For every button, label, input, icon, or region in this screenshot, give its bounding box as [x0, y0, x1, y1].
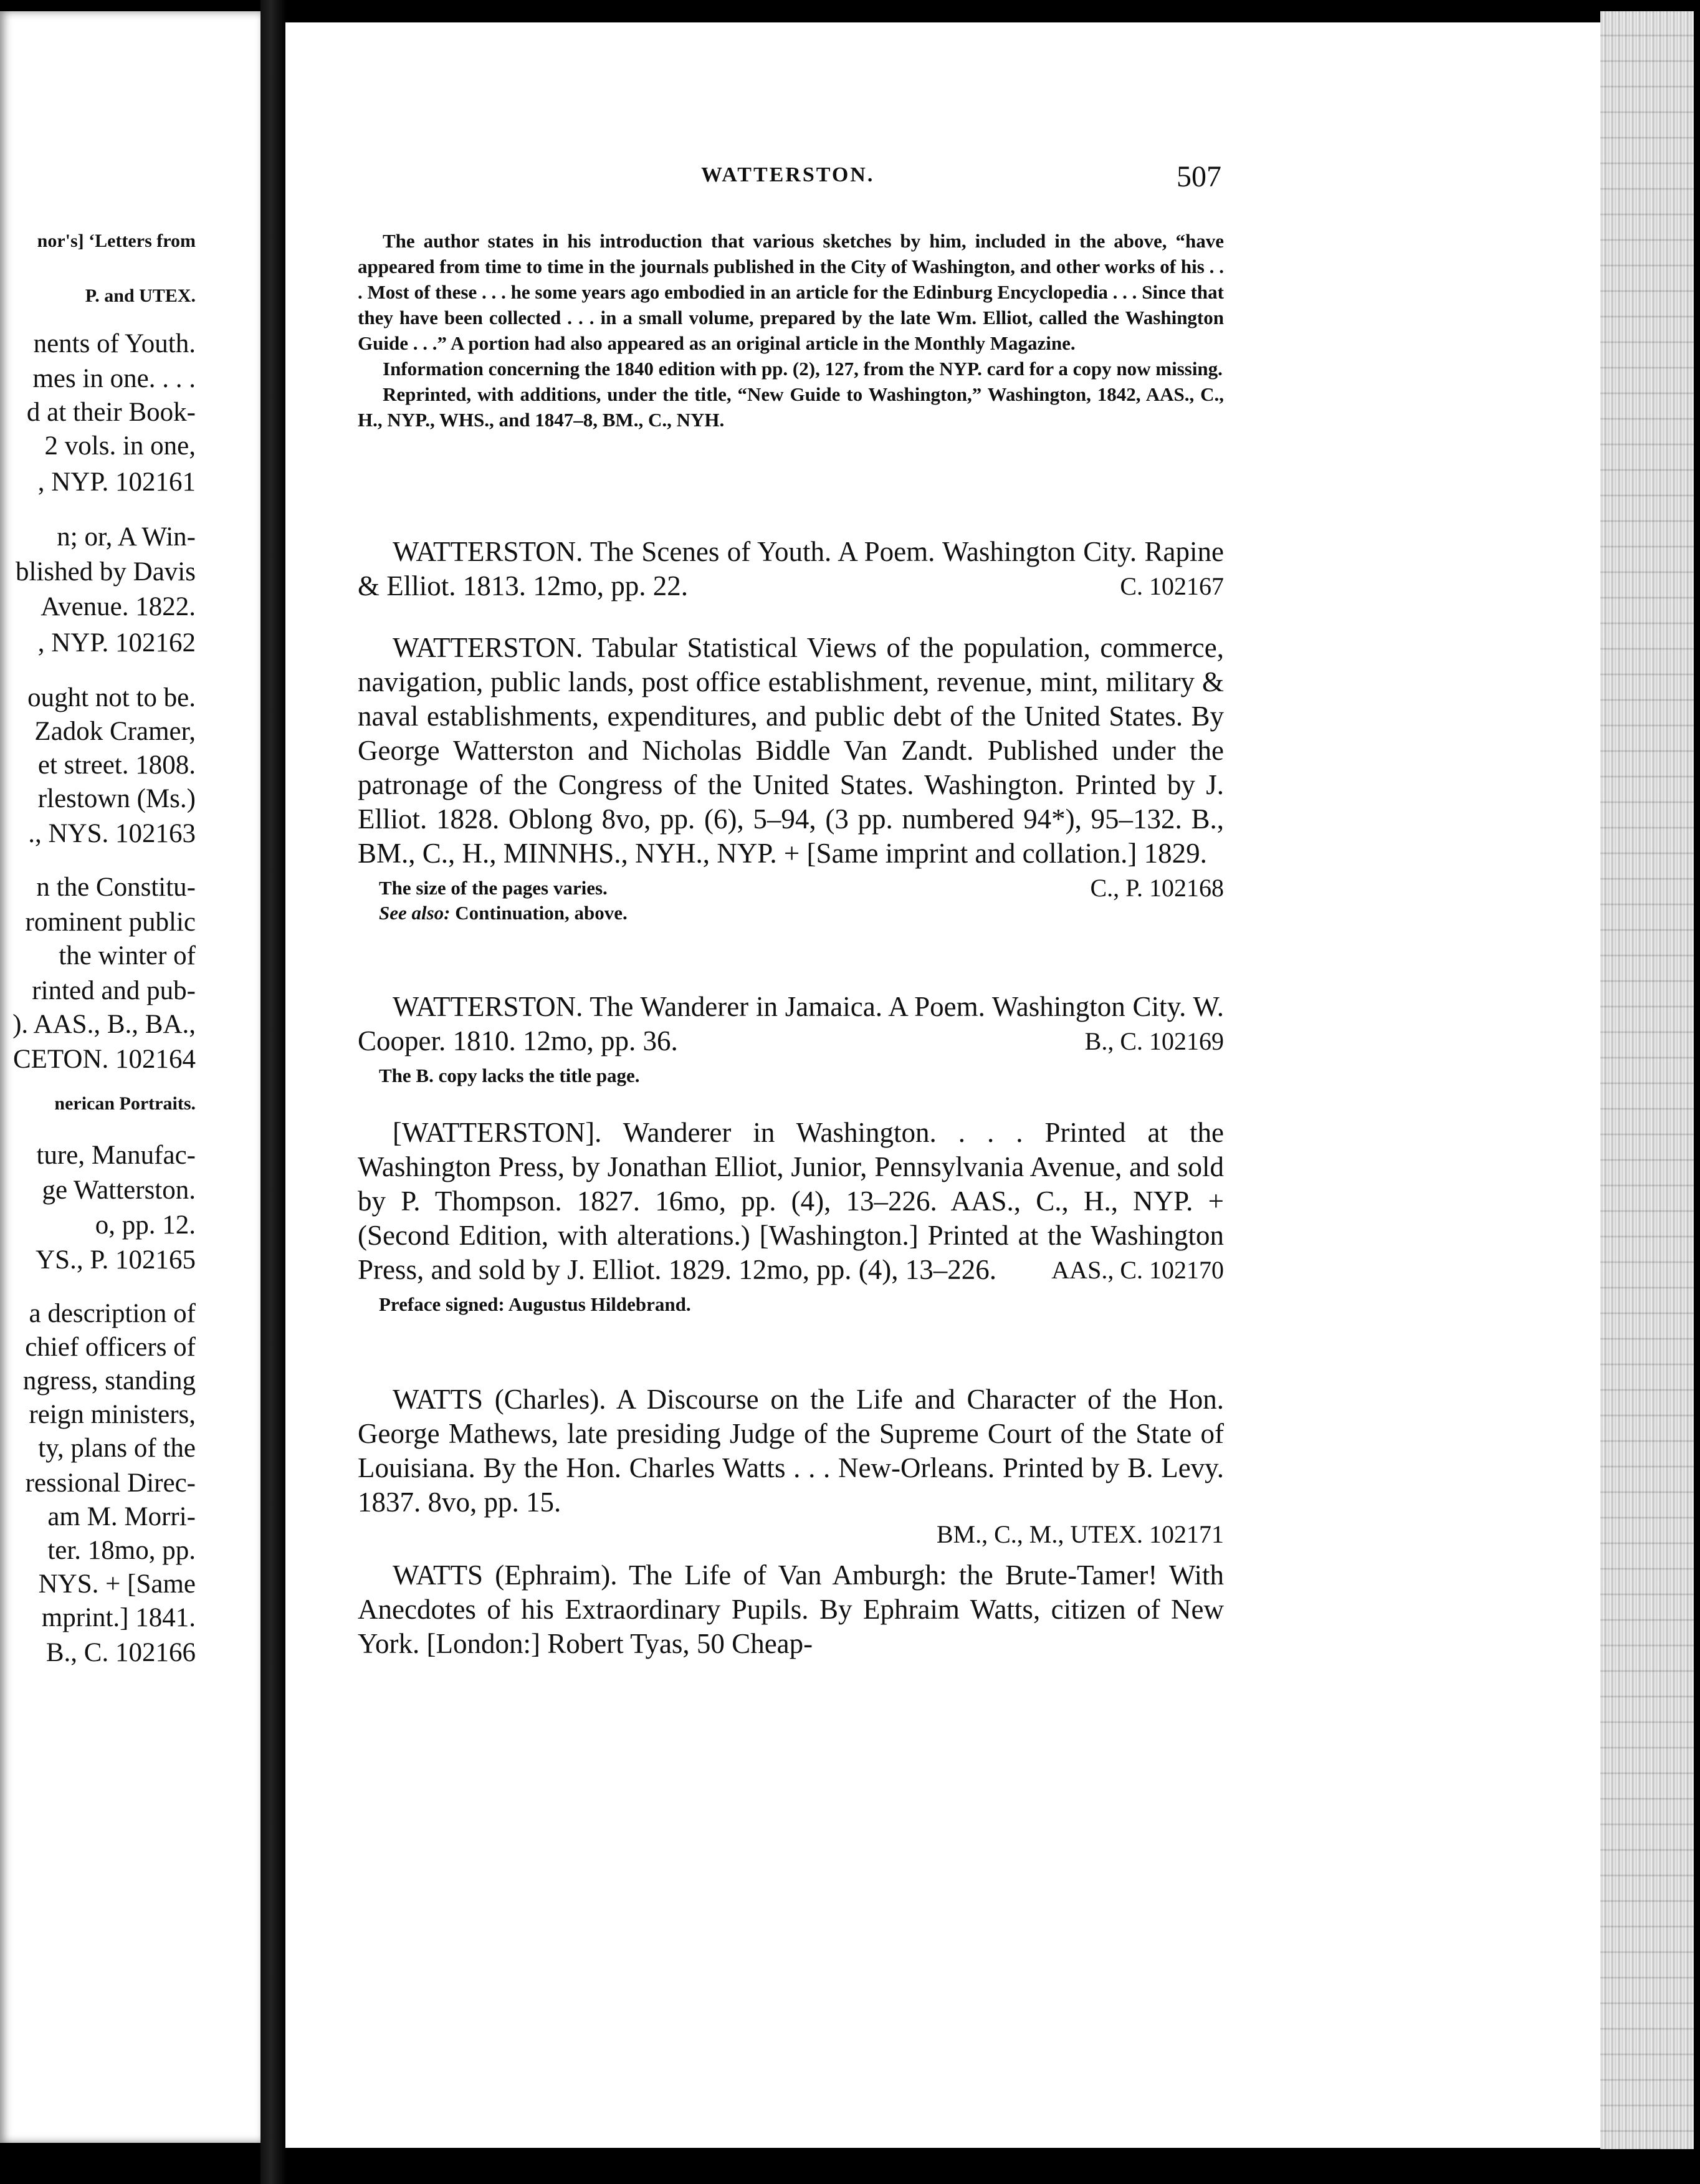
left-page-line: Zadok Cramer, — [34, 717, 196, 746]
left-page-line: ter. 18mo, pp. — [47, 1536, 196, 1565]
entry-note — [379, 876, 1224, 901]
call-number: BM., C., M., UTEX. 102171 — [936, 1520, 1224, 1548]
left-page-line: rlestown (Ms.) — [37, 784, 196, 813]
bibliography-entry — [358, 1558, 1224, 1661]
bibliography-entry — [358, 1382, 1224, 1549]
left-page-line: CETON. 102164 — [12, 1045, 196, 1074]
left-page-line: mes in one. . . . — [32, 364, 196, 393]
left-page-line: NYS. + [Same — [38, 1569, 196, 1599]
intro-note: The author states in his introduction that various sketches by him, included in the above, “have appeared from time to time in the journals published in the City of Washington, and other works of his . . . Most of these . . . he some years ago embodied in an article for the Edinburg Encyclopedia . . . Since that they have been collected . . . in a small volume, prepared by the late Wm. Elliot, called the Washington Guide . . .” A portion had also appeared as an original article in the Monthly Magazine. — [358, 230, 1224, 354]
left-page-line: P. and UTEX. — [85, 285, 196, 306]
call-number: C., P. 102168 — [1090, 874, 1224, 902]
previous-page — [0, 11, 260, 2143]
left-page-line: d at their Book- — [26, 398, 196, 427]
left-page-line: the winter of — [59, 941, 196, 970]
intro-note: Information concerning the 1840 edition with pp. (2), 127, from the NYP. card for a copy now missing. — [383, 358, 1223, 380]
call-number: C. 102167 — [1120, 572, 1224, 600]
running-head: WATTERSTON. — [701, 163, 875, 186]
left-page-line: nerican Portraits. — [54, 1093, 196, 1114]
entry-text: WATTERSTON. The Wanderer in Jamaica. A Poem. Washington City. W. Cooper. 1810. 12mo, pp. 36. — [358, 991, 1224, 1056]
left-page-line: ture, Manufac- — [36, 1141, 196, 1170]
page-stack-edge — [1600, 11, 1694, 2149]
left-page-line: mprint.] 1841. — [41, 1603, 196, 1632]
left-page-line: B., C. 102166 — [45, 1638, 196, 1667]
page-number: 507 — [1177, 160, 1221, 193]
left-page-line: ngress, standing — [22, 1366, 196, 1396]
note-text: The size of the pages varies. — [379, 877, 608, 899]
call-number: AAS., C. 102170 — [1051, 1256, 1224, 1284]
left-page-line: ., NYS. 102163 — [28, 819, 196, 848]
left-page-line: rinted and pub- — [32, 976, 196, 1005]
entry-note — [379, 901, 1224, 926]
left-page-line: nor's] ‘Letters from — [37, 231, 196, 251]
left-page-line: reign ministers, — [29, 1400, 196, 1429]
note-lead: See also: — [379, 902, 451, 924]
bibliography-entry — [358, 990, 1224, 1088]
entry-text: WATTERSTON. The Scenes of Youth. A Poem. Washington City. Rapine & Elliot. 1813. 12mo, pp. 22. — [358, 536, 1224, 601]
note-text: Continuation, above. — [450, 902, 628, 924]
note-text: The B. copy lacks the title page. — [379, 1065, 640, 1086]
left-page-line: Avenue. 1822. — [41, 592, 196, 621]
left-page-line: , NYP. 102161 — [37, 467, 196, 497]
entry-note — [379, 1292, 1224, 1317]
left-page-line: ought not to be. — [27, 683, 196, 712]
left-page-line: n; or, A Win- — [57, 522, 196, 552]
left-page-line: et street. 1808. — [37, 750, 196, 780]
left-page-line: a description of — [29, 1299, 196, 1328]
left-page-line: ressional Direc- — [25, 1468, 196, 1498]
left-page-line: ty, plans of the — [38, 1434, 196, 1463]
book-gutter — [260, 0, 287, 2184]
left-page-line: ). AAS., B., BA., — [12, 1010, 196, 1039]
left-page-line: blished by Davis — [15, 557, 196, 587]
intro-note: Reprinted, with additions, under the title, “New Guide to Washington,” Washington, 1842, AAS., C., H., NYP., WHS., and 1847–8, BM., C., NYH. — [358, 383, 1224, 431]
left-page-line: n the Constitu- — [36, 873, 196, 902]
note-text: Preface signed: Augustus Hildebrand. — [379, 1293, 691, 1315]
call-number: B., C. 102169 — [1084, 1027, 1224, 1055]
entry-text: [WATTERSTON]. Wanderer in Washington. . . . Printed at the Washington Press, by Jonathan Elliot, Junior, Pennsylvania Avenue, and sold by P. Thompson. 1827. 16mo, pp. (4), 13–226. AAS., C., H., NYP. + (Second Edition, with alterations.) [Washington.] Printed at the Washington Press, and sold by J. Elliot. 1829. 12mo, pp. (4), 13–226. — [358, 1117, 1224, 1285]
left-page-line: nents of Youth. — [33, 329, 196, 358]
bibliography-entry — [358, 631, 1224, 926]
entry-text: WATTS (Ephraim). The Life of Van Amburgh: the Brute-Tamer! With Anecdotes of his Extraordinary Pupils. By Ephraim Watts, citizen of New York. [London:] Robert Tyas, 50 Cheap- — [358, 1559, 1224, 1659]
left-page-line: , NYP. 102162 — [37, 628, 196, 658]
left-page-line: ge Watterston. — [42, 1176, 196, 1205]
left-page-line: YS., P. 102165 — [36, 1245, 196, 1275]
intro-notes — [358, 228, 1224, 433]
left-page-line: o, pp. 12. — [95, 1210, 196, 1240]
left-page-line: chief officers of — [25, 1333, 196, 1362]
entry-note — [379, 1063, 1224, 1088]
left-page-line: rominent public — [25, 908, 196, 937]
bibliography-entry — [358, 1116, 1224, 1317]
entry-text: WATTS (Charles). A Discourse on the Life and Character of the Hon. George Mathews, late presiding Judge of the Supreme Court of the State of Louisiana. By the Hon. Charles Watts . . . New-Orleans. Printed by B. Levy. 1837. 8vo, pp. 15. — [358, 1384, 1224, 1518]
entry-text: WATTERSTON. Tabular Statistical Views of the population, commerce, navigation, public lands, post office establishment, revenue, mint, military & naval establishments, expenditures, and public debt of the United States. By George Watterston and Nicholas Biddle Van Zandt. Published under the patronage of the Congress of the United States. Washington. Printed by J. Elliot. 1828. Oblong 8vo, pp. (6), 5–94, (3 pp. numbered 94*), 95–132. B., BM., C., H., MINNHS., NYH., NYP. + [Same imprint and collation.] 1829. — [358, 632, 1224, 869]
left-page-line: 2 vols. in one, — [44, 431, 196, 461]
bibliography-entry — [358, 535, 1224, 603]
left-page-line: am M. Morri- — [47, 1502, 196, 1531]
